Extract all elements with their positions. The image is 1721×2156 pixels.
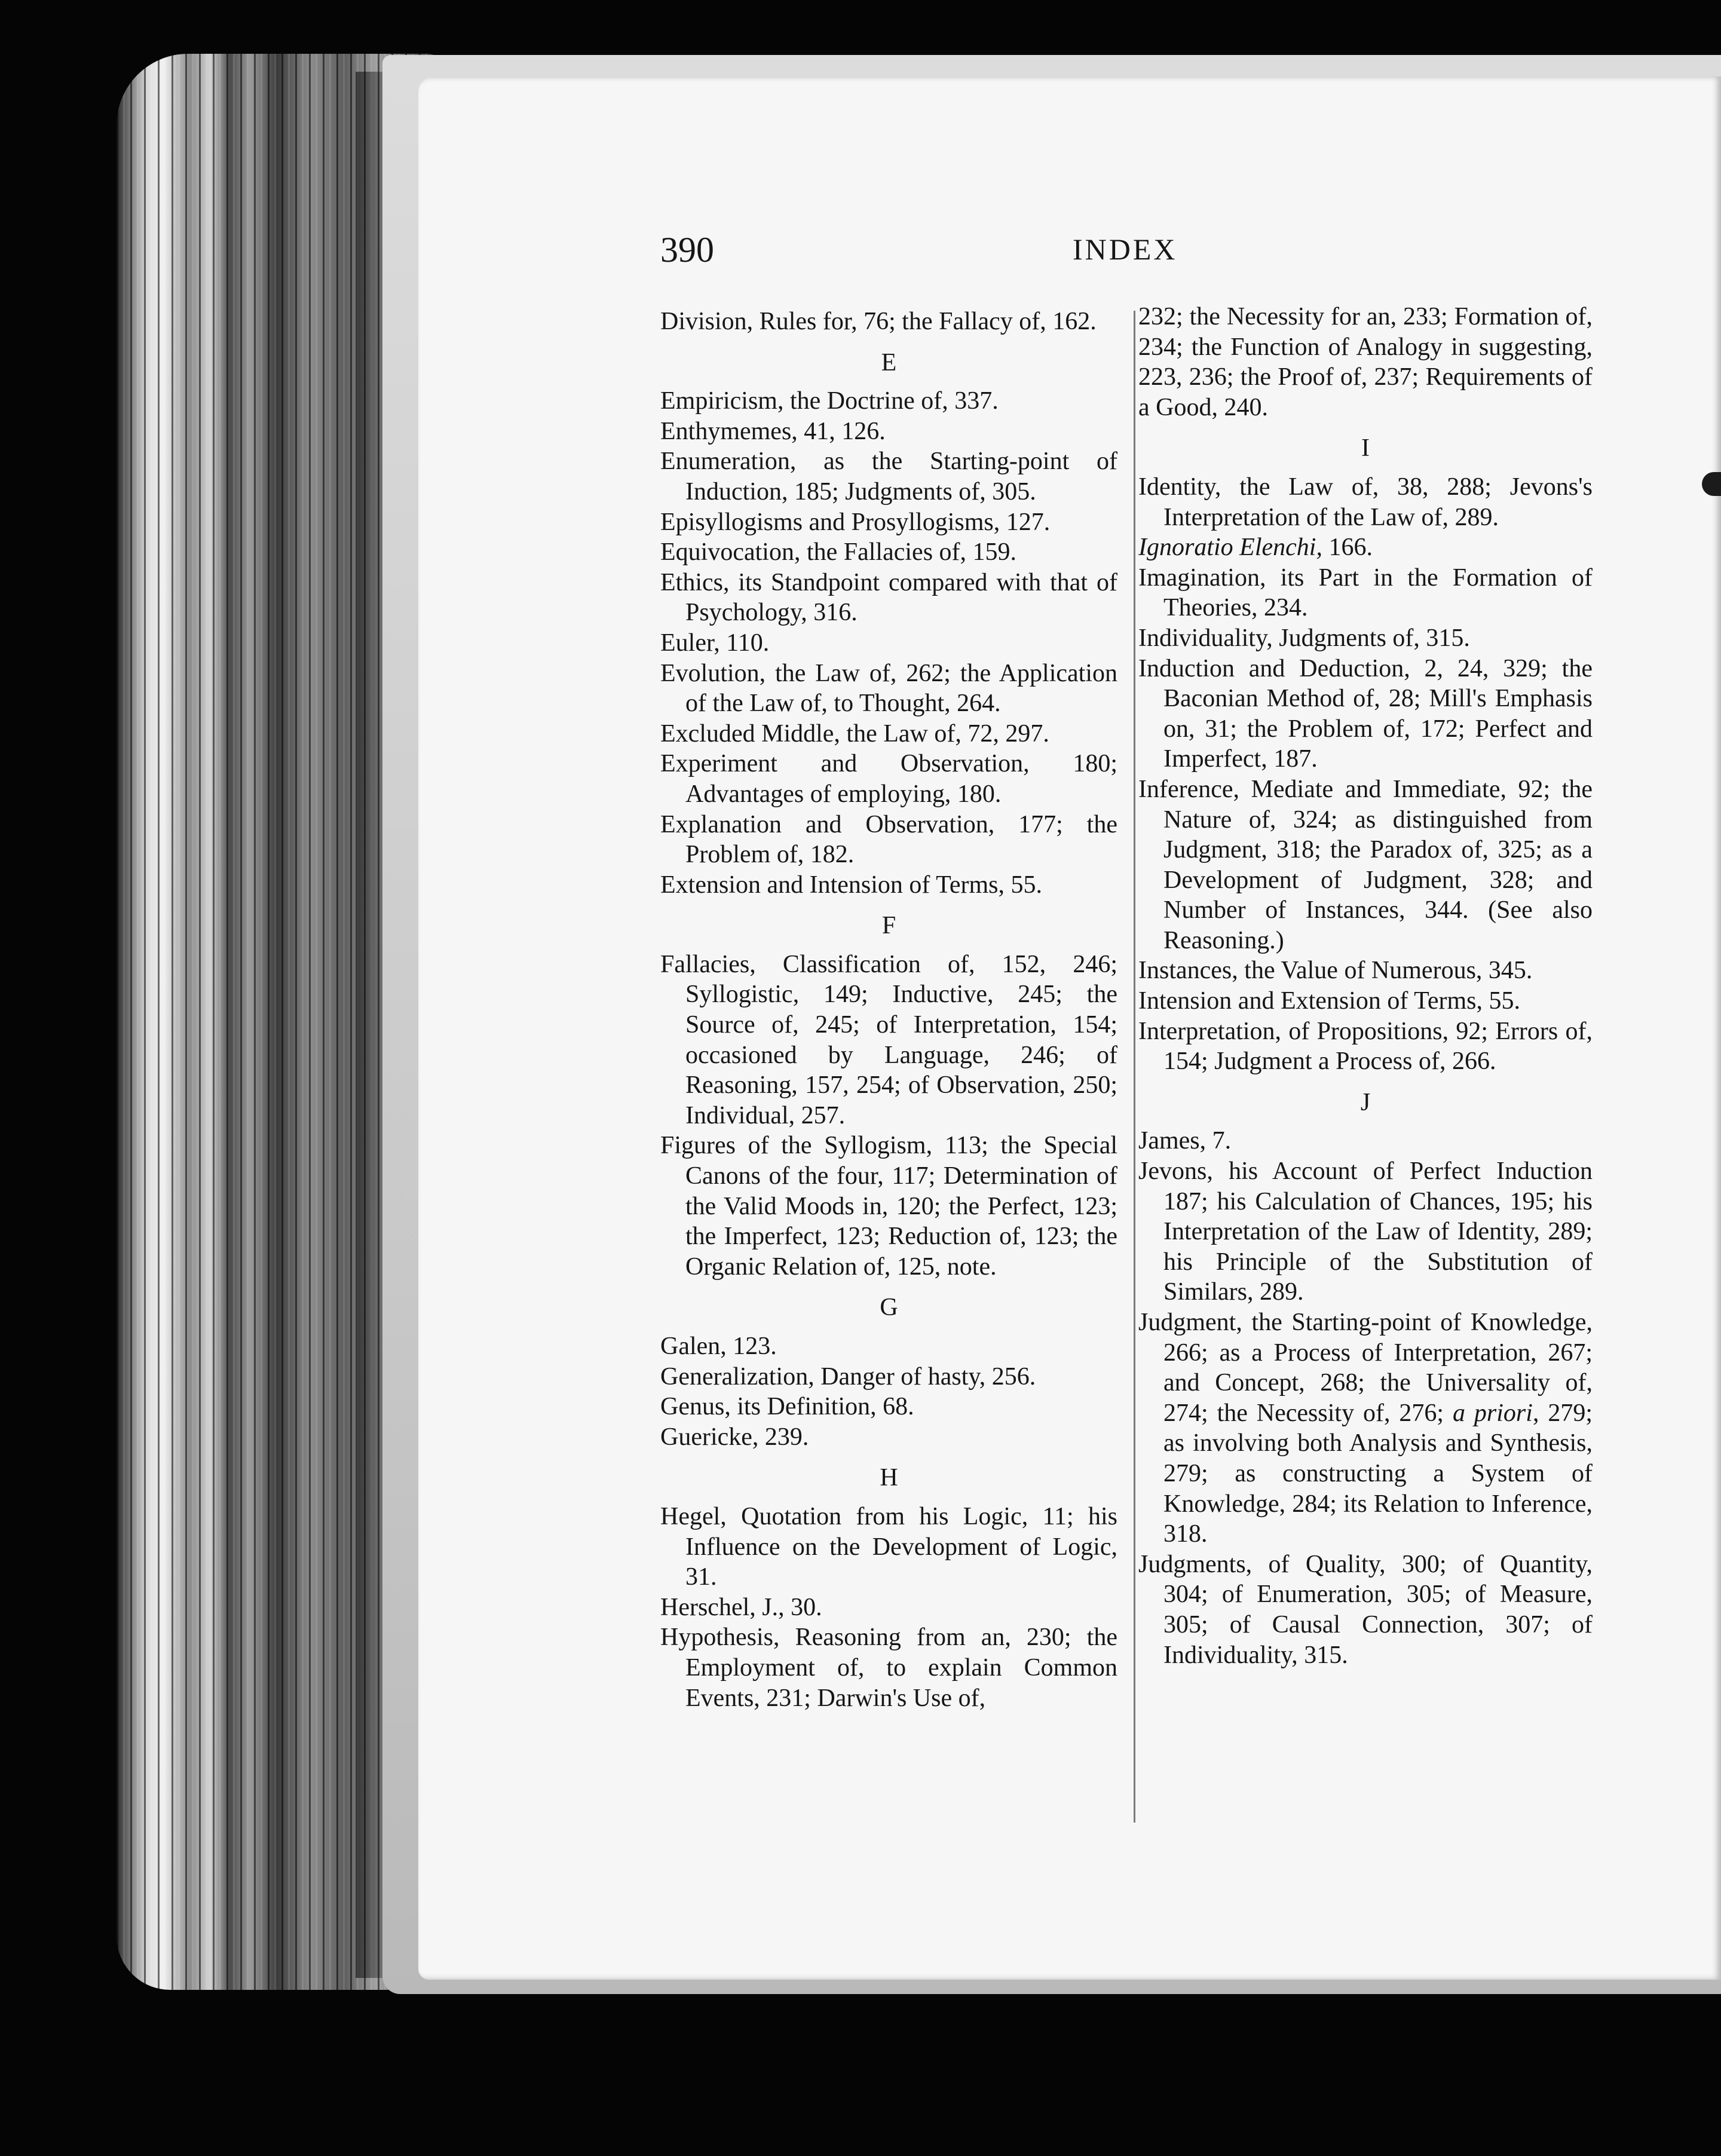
- index-entry: [660, 1131, 1117, 1282]
- entry-text: Episyllogisms and Prosyllogisms, 127.: [660, 508, 1051, 536]
- entry-text: Guericke, 239.: [660, 1423, 809, 1451]
- entry-text: Experiment and Observation, 180; Advantages of employing, 180.: [660, 750, 1117, 808]
- index-entry: [660, 870, 1117, 901]
- index-entry: [660, 1592, 1117, 1623]
- entry-text: Genus, its Definition, 68.: [660, 1393, 914, 1421]
- entry-text: Explanation and Observation, 177; the Problem of, 182.: [660, 810, 1117, 869]
- index-entry: [1138, 302, 1593, 422]
- index-entry: [660, 810, 1117, 870]
- index-entry: [1138, 956, 1593, 986]
- index-entry: [1138, 563, 1593, 623]
- index-entry: [1138, 774, 1593, 956]
- index-entry: [660, 568, 1117, 628]
- index-entry: [660, 1331, 1117, 1362]
- entry-text: 166.: [1328, 534, 1373, 562]
- entry-text: Inference, Mediate and Immediate, 92; the Nature of, 324; as distinguished from Judgment, 318; the Paradox of, 325; as a Development of Judgment, 328; and Number of Instances, 344. (See also Reasoning.): [1138, 775, 1593, 954]
- entry-text: Instances, the Value of Numerous, 345.: [1138, 957, 1533, 985]
- index-entry: [660, 950, 1117, 1131]
- entry-text: Induction and Deduction, 2, 24, 329; the Baconian Method of, 28; Mill's Emphasis on, 31; the Problem of, 172; Perfect and Imperfect, 187.: [1138, 654, 1593, 773]
- entry-text: Herschel, J., 30.: [660, 1593, 822, 1621]
- entry-text: Judgment, the Starting-point of Knowledge, 266; as a Process of Interpretation, 267; and Concept, 268; the Universality of, 274; the Necessity of, 276;: [1138, 1309, 1593, 1427]
- entry-text: Fallacies, Classification of, 152, 246; Syllogistic, 149; Inductive, 245; the Source of, 245; of Interpretation, 154; occasioned by Language, 246; of Reasoning, 157, 254; of Observation, 250; Individual, 257.: [660, 950, 1117, 1129]
- index-entry: [1138, 1016, 1593, 1077]
- running-head: INDEX: [1073, 232, 1178, 266]
- entry-text: Hegel, Quotation from his Logic, 11; his Influence on the Development of Logic, 31.: [660, 1502, 1117, 1591]
- entry-italic-term: a priori: [1452, 1399, 1533, 1427]
- index-entry: [1138, 1126, 1593, 1156]
- index-entry: [1138, 986, 1593, 1016]
- entry-text: Identity, the Law of, 38, 288; Jevons's Interpretation of the Law of, 289.: [1138, 473, 1593, 531]
- entry-text: Division, Rules for, 76; the Fallacy of, 162.: [660, 308, 1097, 335]
- index-entry: [1138, 472, 1593, 532]
- index-letter-heading: F: [881, 912, 896, 940]
- index-entry: [660, 1362, 1117, 1392]
- index-entry: [660, 1502, 1117, 1592]
- index-letter-heading: J: [1360, 1088, 1371, 1116]
- index-column-left: [660, 307, 1117, 1713]
- entry-text: Empiricism, the Doctrine of, 337.: [660, 387, 999, 415]
- index-entry: [660, 749, 1117, 809]
- entry-text: Ethics, its Standpoint compared with that of Psychology, 316.: [660, 568, 1117, 627]
- page-number: 390: [660, 230, 714, 270]
- entry-text: Enumeration, as the Starting-point of Induction, 185; Judgments of, 305.: [660, 448, 1117, 506]
- entry-text: Intension and Extension of Terms, 55.: [1138, 987, 1521, 1015]
- index-entry: [660, 1422, 1117, 1453]
- entry-text: Individuality, Judgments of, 315.: [1138, 624, 1470, 652]
- index-entry: [660, 307, 1117, 337]
- entry-text: Interpretation, of Propositions, 92; Errors of, 154; Judgment a Process of, 266.: [1138, 1017, 1593, 1076]
- entry-text: Judgments, of Quality, 300; of Quantity, 304; of Enumeration, 305; of Measure, 305; of Causal Connection, 307; of Individuality, 315.: [1138, 1550, 1593, 1669]
- index-entry: [1138, 623, 1593, 654]
- index-entry: [660, 1392, 1117, 1422]
- index-entry: [660, 659, 1117, 719]
- entry-text: Euler, 110.: [660, 629, 770, 657]
- index-entry: [660, 628, 1117, 659]
- entry-text: Hypothesis, Reasoning from an, 230; the Employment of, to explain Common Events, 231; Darwin's Use of,: [660, 1624, 1117, 1712]
- entry-text: Enthymemes, 41, 126.: [660, 417, 886, 445]
- entry-text: Generalization, Danger of hasty, 256.: [660, 1362, 1036, 1391]
- index-entry: [1138, 532, 1593, 563]
- entry-text: James, 7.: [1138, 1127, 1232, 1155]
- entry-text: 232; the Necessity for an, 233; Formation of, 234; the Function of Analogy in suggesting, 223, 236; the Proof of, 237; Requirements of a Good, 240.: [1138, 303, 1593, 421]
- index-entry: [1138, 1307, 1593, 1549]
- index-entry: [660, 719, 1117, 749]
- index-column-right: [1138, 302, 1593, 1670]
- index-entry: [660, 386, 1117, 416]
- entry-text: Jevons, his Account of Perfect Induction 187; his Calculation of Chances, 195; his Interpretation of the Law of Identity, 289; his Principle of the Substitution of Similars, 289.: [1138, 1157, 1593, 1306]
- index-entry: [660, 446, 1117, 507]
- entry-text: Galen, 123.: [660, 1333, 777, 1360]
- index-entry: [660, 1622, 1117, 1713]
- index-entry: [660, 537, 1117, 568]
- index-letter-heading: I: [1361, 434, 1370, 463]
- index-entry: [1138, 654, 1593, 774]
- entry-text: Imagination, its Part in the Formation of Theories, 234.: [1138, 564, 1593, 622]
- entry-text: Extension and Intension of Terms, 55.: [660, 871, 1043, 899]
- index-entry: [1138, 1549, 1593, 1670]
- index-entry: [660, 507, 1117, 538]
- column-rule: [1134, 311, 1135, 1823]
- index-letter-heading: G: [880, 1294, 898, 1322]
- index-letter-heading: E: [881, 348, 897, 376]
- entry-text: Figures of the Syllogism, 113; the Special Canons of the four, 117; Determination of the Valid Moods in, 120; the Perfect, 123; the Imperfect, 123; Reduction of, 123; the Organic Relation of, 125, note.: [660, 1132, 1117, 1281]
- entry-text: Excluded Middle, the Law of, 72, 297.: [660, 719, 1049, 748]
- entry-italic-term: Ignoratio Elenchi,: [1138, 534, 1329, 562]
- entry-text: Equivocation, the Fallacies of, 159.: [660, 538, 1017, 566]
- index-entry: [660, 416, 1117, 447]
- index-letter-heading: H: [880, 1464, 898, 1492]
- index-entry: [1138, 1156, 1593, 1307]
- entry-text: , 279; as involving both Analysis and Synthesis, 279; as constructing a System of Knowledge, 284; its Relation to Inference, 318.: [1163, 1399, 1593, 1548]
- entry-text: Evolution, the Law of, 262; the Application of the Law of, to Thought, 264.: [660, 659, 1117, 718]
